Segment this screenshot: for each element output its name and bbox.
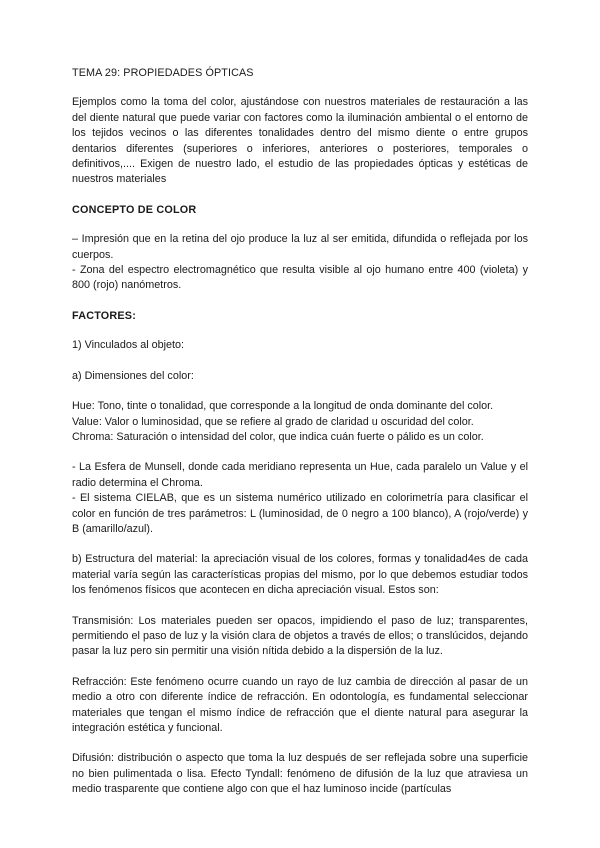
subsection-a: a) Dimensiones del color:	[72, 369, 194, 382]
section-heading-factors: FACTORES:	[72, 309, 136, 322]
factor-item-1: 1) Vinculados al objeto:	[72, 339, 185, 352]
color-definition-1: – Impresión que en la retina del ojo produce la luz al ser emitida, difundida o reflejada por los cuerpos.	[72, 233, 528, 261]
cielab-description: - El sistema CIELAB, que es un sistema numérico utilizado en colorimetría para clasificar el color en función de tres parámetros: L (luminosidad, de 0 negro a 100 blanco), A (rojo/verde) y B (amarillo/azul).	[72, 492, 528, 535]
hue-definition: Hue: Tono, tinte o tonalidad, que corresponde a la longitud de onda dominante del color.	[72, 400, 494, 413]
section-heading-color: CONCEPTO DE COLOR	[72, 203, 197, 216]
intro-paragraph: Ejemplos como la toma del color, ajustándose con nuestros materiales de restauración a las del diente natural que puede variar con factores como la iluminación ambiental o el entorno de los tejidos vecinos o las diferentes tonalidades dentro del mismo diente o entre grupos dentarios diferentes (superiores o inferiores, anteriores o posteriores, temporales o definitivos,.... Exigen de nuestro lado, el estudio de las propiedades ópticas y estéticas de nuestros materiales	[72, 96, 528, 186]
subsection-b: b) Estructura del material: la apreciación visual de los colores, formas y tonalidad4es de cada material varía según las características propias del mismo, por lo que debemos estudiar todos los fenómenos físicos que acontecen en dicha apreciación visual. Estos son:	[72, 553, 528, 597]
page-title: TEMA 29: PROPIEDADES ÓPTICAS	[72, 67, 254, 79]
color-dimensions	[72, 399, 528, 445]
color-systems	[72, 460, 528, 537]
color-definition-2: - Zona del espectro electromagnético que resulta visible al ojo humano entre 400 (violeta) y 800 (rojo) nanómetros.	[72, 264, 528, 292]
value-definition: Value: Valor o luminosidad, que se refiere al grado de claridad u oscuridad del color.	[72, 415, 474, 428]
transmision-paragraph: Transmisión: Los materiales pueden ser opacos, impidiendo el paso de luz; transparentes, permitiendo el paso de luz y la visión clara de objetos a través de ellos; o translúcidos, dejando pasar la luz pero sin permitir una visión nítida debido a la dispersión de la luz.	[72, 614, 528, 658]
color-definitions	[72, 232, 528, 294]
chroma-definition: Chroma: Saturación o intensidad del color, que indica cuán fuerte o pálido es un color.	[72, 430, 484, 443]
munsell-description: - La Esfera de Munsell, donde cada meridiano representa un Hue, cada paralelo un Value y el radio determina el Chroma.	[72, 461, 528, 489]
difusion-paragraph: Difusión: distribución o aspecto que toma la luz después de ser reflejada sobre una superficie no bien pulimentada o lisa. Efecto Tyndall: fenómeno de difusión de la luz que atraviesa un medio trasparente que contiene algo con que el haz luminoso incide (partículas	[72, 752, 528, 796]
refraccion-paragraph: Refracción: Este fenómeno ocurre cuando un rayo de luz cambia de dirección al pasar de un medio a otro con diferente índice de refracción. En odontología, es fundamental seleccionar materiales que tengan el mismo índice de refracción que el diente natural para asegurar la integración estética y funcional.	[72, 675, 528, 734]
